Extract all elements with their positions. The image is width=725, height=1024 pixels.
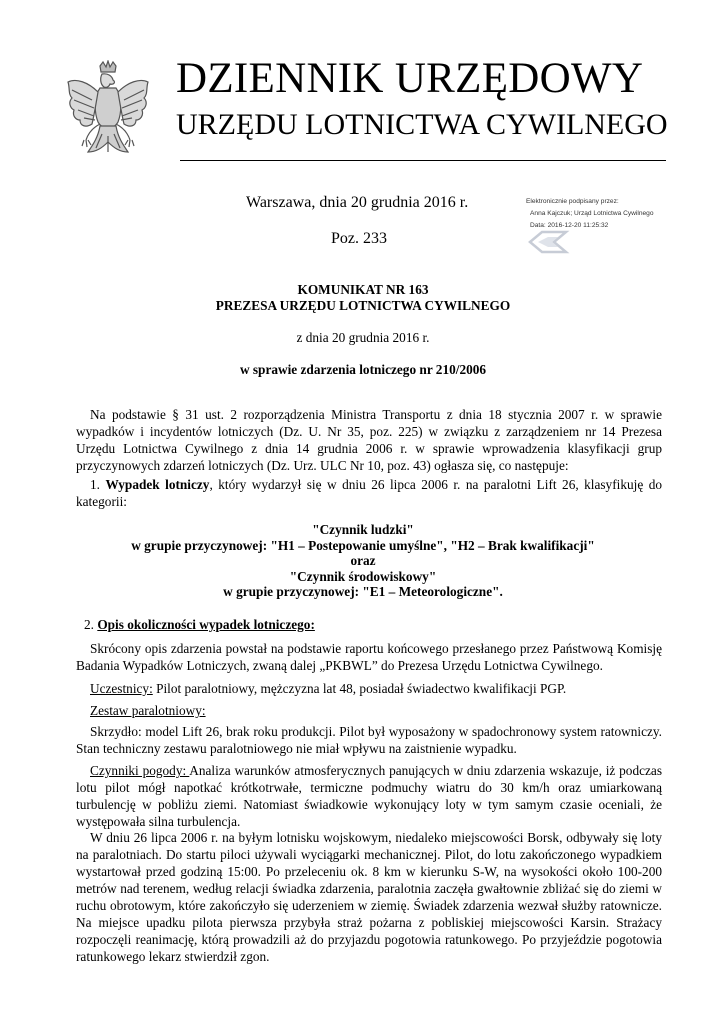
participants-label: Uczestnicy: [90, 681, 153, 696]
intro-paragraph: Na podstawie § 31 ust. 2 rozporządzenia Ministra Transportu z dnia 18 stycznia 2007 r. w sprawie wypadków i incydentów lotniczych (Dz. U. Nr 35, poz. 225) w związku z zarządzeniem nr 14 Prezesa Urzędu Lotnictwa Cywilnego z dnia 14 grudnia 2006 r. w sprawie wprowadzenia klasyfikacji grup przyczynowych zdarzeń lotniczych (Dz. Urz. ULC Nr 10, poz. 43) ogłasza się, co następuje: [76, 407, 662, 473]
masthead-divider [180, 160, 666, 161]
classification-line-5: w grupie przyczynowej: "E1 – Meteorologiczne". [223, 584, 503, 599]
weather-label: Czynniki pogody: [90, 763, 190, 778]
point-2-heading [84, 616, 662, 633]
participants-paragraph [76, 680, 662, 697]
wing-paragraph: Skrzydło: model Lift 26, brak roku produkcji. Pilot był wyposażony w spadochronowy system ratowniczy. Stan techniczny zestawu paralotniowego nie miał wpływu na zaistnienie wypadku. [76, 724, 662, 756]
signature-line-1: Elektronicznie podpisany przez: [526, 198, 619, 205]
coat-of-arms-eagle-icon [62, 60, 154, 168]
classification-line-3: oraz [350, 553, 376, 568]
journal-subtitle: URZĘDU LOTNICTWA CYWILNEGO [176, 108, 668, 141]
journal-title: DZIENNIK URZĘDOWY [176, 55, 644, 102]
communique-issuer: PREZESA URZĘDU LOTNICTWA CYWILNEGO [215, 298, 511, 313]
point-2-number: 2. [84, 617, 94, 632]
point-2-title: Opis okoliczności wypadek lotniczego: [97, 617, 315, 632]
summary-paragraph: Skrócony opis zdarzenia powstał na podstawie raportu końcowego przesłanego przez Państwową Komisję Badania Wypadków Lotniczych, zwaną dalej „PKBWL” do Prezesa Urzędu Lotnictwa Cywilnego. [76, 641, 662, 673]
weather-text: Analiza warunków atmosferycznych panujących w dniu zdarzenia wskazuje, iż podczas lotu pilot mógł napotkać krótkotrwałe, termiczne podmuchy wiatru do 30 km/h oraz umiarkowaną turbulencję w pobliżu ziemi. Natomiast świadkowie wykonujący loty w tym samym czasie oceniali, że występowała silna turbulencja. [76, 763, 662, 829]
electronic-signature [526, 196, 686, 258]
communique-subject: w sprawie zdarzenia lotniczego nr 210/2006 [239, 362, 487, 377]
narrative-paragraph: W dniu 26 lipca 2006 r. na byłym lotnisku wojskowym, niedaleko miejscowości Borsk, odbywały się loty na paralotniach. Do startu piloci używali wyciągarki mechanicznej. Pilot, do lotu zakończonego wypadkiem wystartował przed godziną 15:00. Po przeleceniu ok. 8 km w kierunku S-W, na wysokości około 100-200 metrów nad terenem, według relacji świadka zdarzenia, paralotnia zaczęła gwałtownie zbliżać się do ziemi w ruchu obrotowym, które zakończyło się uderzeniem w ziemię. Świadek zdarzenia wezwał służby ratownicze. Na miejsce upadku pilota pierwsza przybyła straż pożarna z pobliskiej miejscowości Karsin. Strażacy rozpoczęli reanimację, którą prowadzili aż do przyjazdu pogotowia ratunkowego. Po przyjeździe pogotowia ratunkowego lekarz stwierdził zgon. [76, 830, 662, 964]
point-1 [76, 476, 662, 510]
dateline: Warszawa, dnia 20 grudnia 2016 r. [246, 194, 469, 211]
point-1-bold: Wypadek lotniczy [105, 477, 210, 492]
communique-heading [76, 282, 650, 314]
point-1-number: 1. [90, 477, 100, 492]
signature-line-2: Anna Kajczuk; Urząd Lotnictwa Cywilnego [530, 210, 654, 217]
set-label: Zestaw paralotniowy: [90, 703, 206, 718]
classification-block [76, 522, 650, 600]
signature-line-3: Data: 2016-12-20 11:25:32 [530, 222, 609, 229]
participants-text: Pilot paralotniowy, mężczyzna lat 48, posiadał świadectwo kwalifikacji PGP. [152, 681, 567, 696]
classification-line-2: w grupie przyczynowej: "H1 – Postepowanie umyślne", "H2 – Brak kwalifikacji" [131, 537, 595, 553]
position-number: Poz. 233 [331, 230, 387, 247]
classification-line-4: "Czynnik środowiskowy" [289, 568, 437, 584]
classification-line-1: "Czynnik ludzki" [312, 522, 414, 537]
weather-paragraph [76, 762, 662, 830]
communique-number: KOMUNIKAT NR 163 [297, 282, 429, 297]
communique-date: z dnia 20 grudnia 2016 r. [296, 330, 430, 345]
set-label-paragraph [76, 702, 662, 719]
signature-check-icon [526, 229, 570, 255]
point-1-text: , który wydarzył się w dniu 26 lipca 2006 r. na paralotni Lift 26, klasyfikuję do kategorii: [76, 477, 662, 509]
